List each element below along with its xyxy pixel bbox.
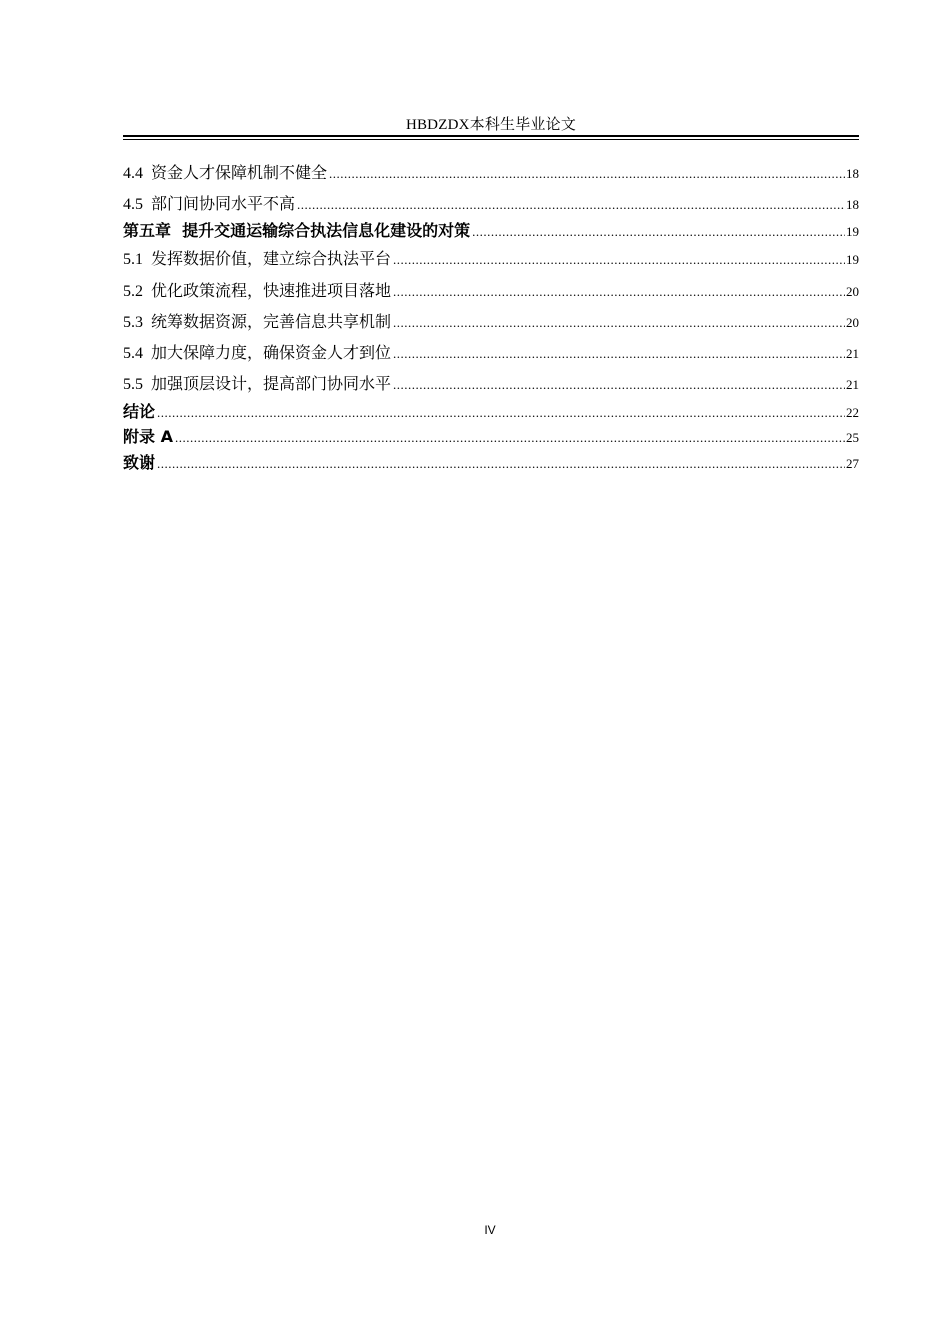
toc-entry-page: 22 bbox=[846, 405, 859, 420]
toc-entry-title: 5.5 加强顶层设计，提高部门协同水平 bbox=[123, 376, 392, 393]
toc-entry-5-3[interactable] bbox=[123, 309, 859, 332]
toc-entry-appendix-a[interactable] bbox=[123, 424, 859, 447]
toc-entry-page: 27 bbox=[846, 456, 859, 471]
toc-leader-dots bbox=[175, 430, 845, 446]
toc-entry-page: 21 bbox=[846, 346, 859, 361]
toc-entry-title: 第五章 提升交通运输综合执法信息化建设的对策 bbox=[123, 221, 471, 240]
toc-entry-title: 4.5 部门间协同水平不高 bbox=[123, 196, 296, 213]
toc-leader-dots bbox=[393, 315, 845, 331]
toc-leader-dots bbox=[393, 284, 845, 300]
toc-leader-dots bbox=[472, 224, 845, 240]
toc-entry-title: 5.2 优化政策流程，快速推进项目落地 bbox=[123, 283, 392, 300]
toc-entry-title: 附录 A bbox=[123, 427, 173, 446]
toc-entry-title: 5.4 加大保障力度，确保资金人才到位 bbox=[123, 345, 392, 362]
toc-entry-title: 4.4 资金人才保障机制不健全 bbox=[123, 165, 328, 182]
toc-leader-dots bbox=[297, 197, 845, 213]
toc-entry-conclusion[interactable] bbox=[123, 399, 859, 422]
toc-entry-page: 21 bbox=[846, 377, 859, 392]
toc-entry-page: 20 bbox=[846, 284, 859, 299]
toc-entry-5-5[interactable] bbox=[123, 371, 859, 394]
toc-leader-dots bbox=[393, 252, 845, 268]
header-rule-thin bbox=[123, 139, 859, 140]
toc-leader-dots bbox=[157, 405, 845, 421]
toc-entry-4-5[interactable] bbox=[123, 191, 859, 214]
toc-entry-5-2[interactable] bbox=[123, 278, 859, 301]
toc-entry-title: 5.1 发挥数据价值，建立综合执法平台 bbox=[123, 251, 392, 268]
toc-entry-title: 结论 bbox=[123, 402, 156, 421]
toc-entry-title: 5.3 统筹数据资源，完善信息共享机制 bbox=[123, 314, 392, 331]
toc-entry-page: 19 bbox=[846, 252, 859, 267]
toc-entry-page: 25 bbox=[846, 430, 859, 445]
header-rule-thick bbox=[123, 135, 859, 137]
toc-entry-4-4[interactable] bbox=[123, 160, 859, 183]
toc-entry-5-1[interactable] bbox=[123, 246, 859, 269]
page-number: IV bbox=[484, 1223, 496, 1237]
toc-entry-page: 18 bbox=[846, 166, 859, 181]
toc-entry-acknowledgements[interactable] bbox=[123, 450, 859, 473]
toc-entry-title: 致谢 bbox=[123, 453, 156, 472]
page-header: HBDZDX本科生毕业论文 bbox=[405, 117, 577, 133]
toc-entry-page: 19 bbox=[846, 224, 859, 239]
toc-entry-page: 18 bbox=[846, 197, 859, 212]
toc-leader-dots bbox=[329, 166, 845, 182]
toc-entry-chapter-5[interactable] bbox=[123, 218, 859, 241]
toc-entry-5-4[interactable] bbox=[123, 340, 859, 363]
toc-leader-dots bbox=[393, 346, 845, 362]
toc-entry-page: 20 bbox=[846, 315, 859, 330]
toc-leader-dots bbox=[393, 377, 845, 393]
toc-leader-dots bbox=[157, 456, 845, 472]
